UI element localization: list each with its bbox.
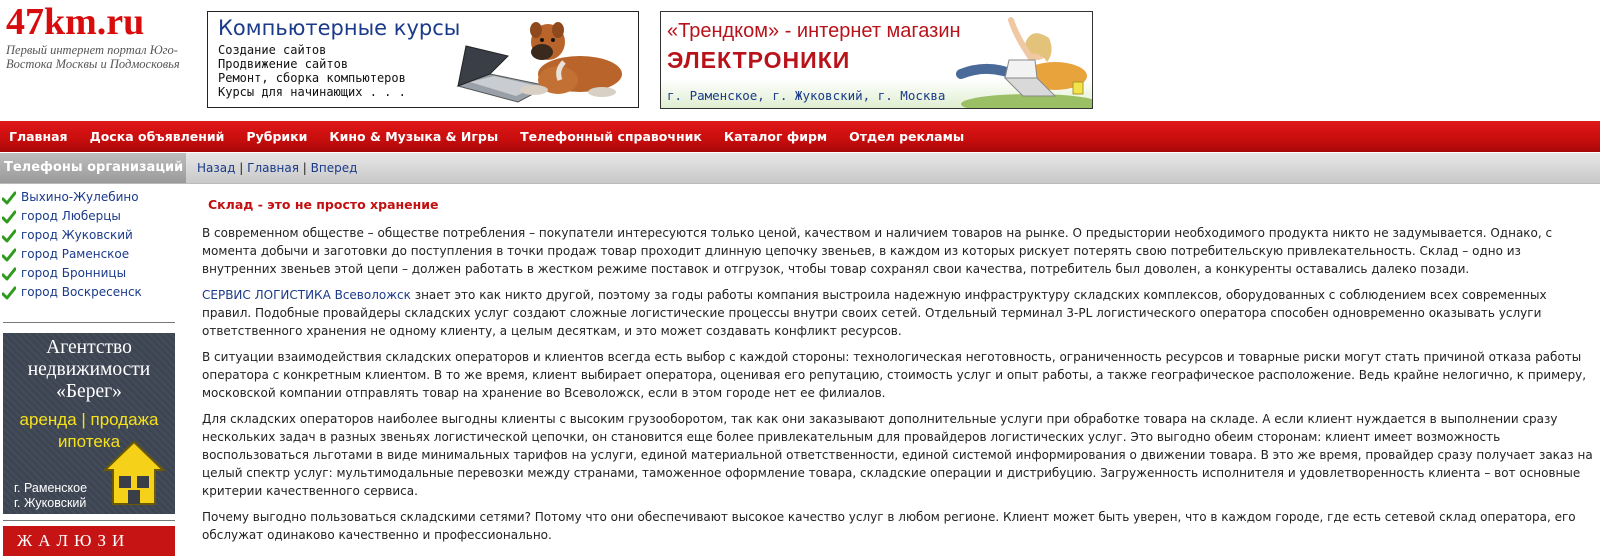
agency-cities xyxy=(14,481,87,511)
divider xyxy=(3,322,175,323)
check-icon xyxy=(2,210,16,224)
breadcrumb-separator: | xyxy=(302,161,307,175)
article-paragraph xyxy=(202,286,1596,340)
check-icon xyxy=(2,229,16,243)
nav-item-home[interactable]: Главная xyxy=(9,129,68,144)
city-link-zhukovsky[interactable]: город Жуковский xyxy=(21,228,133,242)
city-link-bronnitsy[interactable]: город Бронницы xyxy=(21,266,127,280)
agency-banner[interactable] xyxy=(3,333,175,514)
article-paragraph: В ситуации взаимодействия складских операторов и клиентов всегда есть выбор с каждой стороны: технологическая неготовность, ограниченность ресурсов и товарные риски могут стать причиной отказа работы оператора с конкретным клиентом. В то же время, клиент выбирает оператора, оценивая его репутацию, стоимость услуг и опыт работы, а также географическое расположение. Ведь крайне нелогично, к примеру, московской компании отправлять товар на хранение во Всеволожск, если в этом городе нет ее филиалов. xyxy=(202,350,1587,400)
house-icon xyxy=(103,440,165,506)
trendcom-banner-subtitle: ЭЛЕКТРОНИКИ xyxy=(667,47,851,73)
list-item xyxy=(2,264,186,283)
city-list xyxy=(0,186,186,302)
nav-item-company-catalog[interactable]: Каталог фирм xyxy=(723,129,828,144)
article xyxy=(202,196,1596,552)
trendcom-banner[interactable] xyxy=(660,11,1093,109)
agency-offer-line: ипотека xyxy=(57,432,121,451)
article-paragraph-text: знает это как никто другой, поэтому за годы работы компания выстроила надежную инфраструктуру складских комплексов, оборудованных с соблюдением всех современных правил. Подобные провайдеры складских услуг создают сложные логистические процессы внутри своих сетей. Отдельный терминал 3-PL логистического оператора способен одновременно оказывать услуги ответственного хранения не одному клиенту, а целым десяткам, и это может создавать конфликт ресурсов. xyxy=(202,288,1547,338)
city-link-voskresensk[interactable]: город Воскресенск xyxy=(21,285,142,299)
home-link[interactable]: Главная xyxy=(247,161,299,175)
main-nav xyxy=(0,121,1600,152)
article-paragraph: Для складских операторов наиболее выгодны клиенты с высоким грузооборотом, так как они заказывают дополнительные услуги при обработке товара на складе. А если клиент нуждается в выполнении сразу нескольких задач в разных звеньях логистической цепочки, он становится еще более привлекательным для провайдеров логистических услуг. Это выгодно обеим сторонам: клиент имеет возможность воспользоваться льготами в виде минимальных тарифов на услуги, единой материальной ответственности, единой системой информирования о движении товара. В это же время, провайдер сразу получает заказ на целый спектр услуг: мультимодальные перевозки между странами, таможенное оформление товара, складские операции и дистрибуцию. Загруженность исполнителя и удовлетворенность клиента – вот основные критерии качественного сервиса. xyxy=(202,412,1593,498)
nav-item-advertising[interactable]: Отдел рекламы xyxy=(849,129,965,144)
agency-title-line: Агентство xyxy=(46,337,132,358)
agency-offer-line: аренда | продажа xyxy=(19,410,159,429)
agency-title-line: недвижимости xyxy=(27,359,151,380)
trendcom-banner-cities: г. Раменское, г. Жуковский, г. Москва xyxy=(667,88,946,103)
site-tagline: Первый интернет портал Юго-Востока Москвы и Подмосковья xyxy=(6,43,180,71)
courses-banner-line: Продвижение сайтов xyxy=(218,57,349,71)
logo-title[interactable]: 47km.ru xyxy=(6,1,145,43)
woman-laptop-illustration xyxy=(951,12,1093,109)
list-item xyxy=(2,188,186,207)
nav-item-phone-directory[interactable]: Телефонный справочник xyxy=(520,129,702,144)
agency-city: г. Жуковский xyxy=(14,496,87,510)
sub-bar xyxy=(0,153,1600,184)
courses-banner-line: Курсы для начинающих . . . xyxy=(218,85,406,99)
courses-banner-lines xyxy=(218,43,406,99)
breadcrumb-separator: | xyxy=(239,161,244,175)
check-icon xyxy=(2,191,16,205)
blinds-banner[interactable]: ЖАЛЮЗИ xyxy=(3,526,175,556)
check-icon xyxy=(2,286,16,300)
nav-item-categories[interactable]: Рубрики xyxy=(246,129,308,144)
back-link[interactable]: Назад xyxy=(197,161,236,175)
service-logistics-link[interactable]: СЕРВИС ЛОГИСТИКА Всеволожск xyxy=(202,288,411,302)
list-item xyxy=(2,207,186,226)
city-link-vykhino[interactable]: Выхино-Жулебино xyxy=(21,190,139,204)
courses-banner-title: Компьютерные курсы xyxy=(218,16,461,40)
courses-banner-line: Ремонт, сборка компьютеров xyxy=(218,71,406,85)
courses-banner-line: Создание сайтов xyxy=(218,43,327,57)
sidebar xyxy=(0,186,186,550)
agency-banner-title xyxy=(3,337,175,403)
dog-laptop-illustration xyxy=(430,16,630,106)
divider xyxy=(3,520,175,521)
check-icon xyxy=(2,267,16,281)
forward-link[interactable]: Вперед xyxy=(310,161,358,175)
check-icon xyxy=(2,248,16,262)
nav-item-movies-music-games[interactable]: Кино & Музыка & Игры xyxy=(329,129,499,144)
agency-title-line: «Берег» xyxy=(56,381,122,402)
city-link-lyubertsy[interactable]: город Люберцы xyxy=(21,209,121,223)
list-item xyxy=(2,226,186,245)
site-logo[interactable] xyxy=(6,2,196,71)
city-link-ramenskoye[interactable]: город Раменское xyxy=(21,247,130,261)
article-paragraph: В современном обществе – обществе потребления – покупатели интересуются только ценой, качеством и наличием товаров на рынке. О предыстории необходимого продукта никто не задумывается. Однако, с момента добычи и заготовки до поступления в точки продаж товар проходит длинную цепочку звеньев, в каждом из которых рискует потерять свою потребительскую привлекательность. Склад – одно из внутренних звеньев этой цепи – должен работать в жестком режиме поставок и отгрузок, чтобы товар сохранял свои качества, потребитель был доволен, а конкуренты оставались далеко позади. xyxy=(202,226,1553,276)
trendcom-banner-title: «Трендком» - интернет магазин xyxy=(667,20,961,42)
agency-city: г. Раменское xyxy=(14,481,88,495)
section-title: Телефоны организаций xyxy=(0,153,186,183)
breadcrumb xyxy=(197,153,357,183)
article-title: Склад - это не просто хранение xyxy=(208,197,439,212)
list-item xyxy=(2,245,186,264)
list-item xyxy=(2,283,186,302)
courses-banner[interactable] xyxy=(207,11,639,108)
article-paragraph: Почему выгодно пользоваться складскими сетями? Потому что они обеспечивают высокое качество услуг в любом регионе. Клиент может быть уверен, что в каждом городе, где есть сетевой склад оператора, его обслужат одинаково качественно и профессионально. xyxy=(202,510,1576,542)
nav-item-classifieds[interactable]: Доска объявлений xyxy=(89,129,225,144)
